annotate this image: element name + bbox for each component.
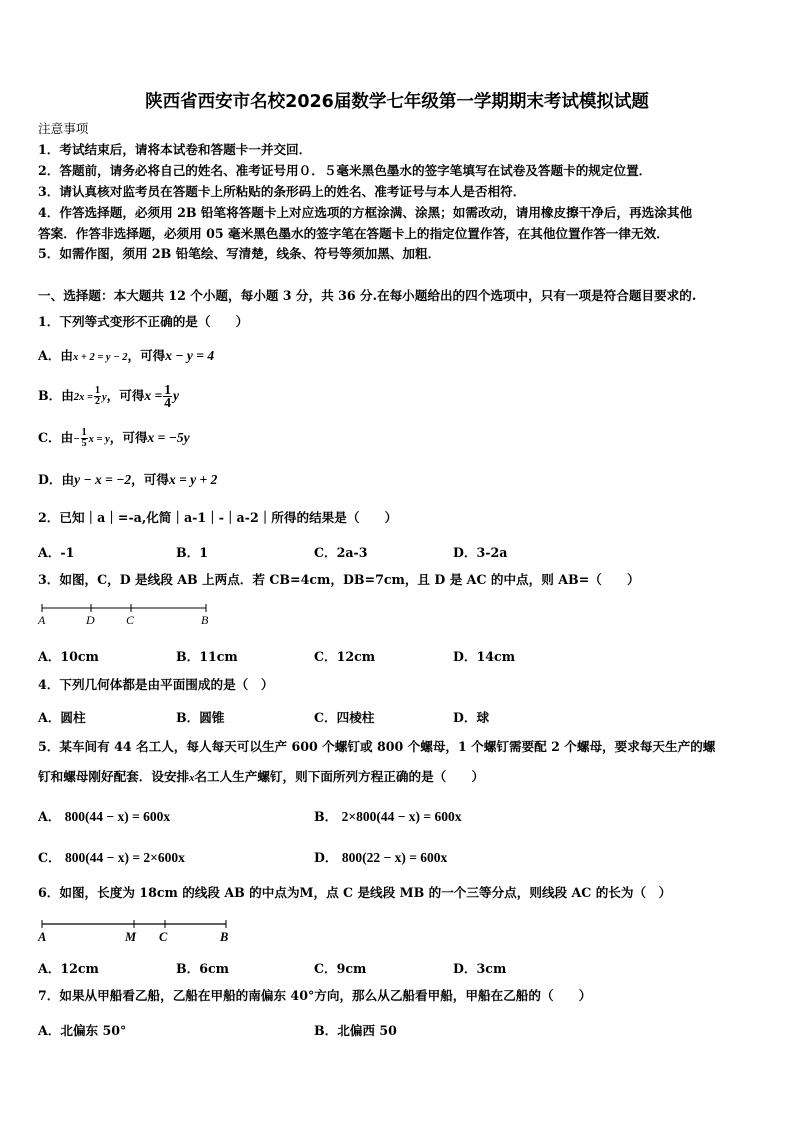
point-label: D [86, 613, 95, 627]
q4-option-c: C．四棱柱 [314, 710, 375, 725]
math-expression: x = −5y [147, 430, 190, 445]
q6-option-a: A．12cm [38, 961, 99, 976]
option-text: ，可得 [109, 430, 148, 445]
notice-item: 4．作答选择题，必须用 2B 铅笔将答题卡上对应选项的方框涂满、涂黑；如需改动，请用橡皮擦干净后，再选涂其他 [38, 205, 693, 220]
notice-item: 3．请认真核对监考员在答题卡上所粘贴的条形码上的姓名、准考证号与本人是否相符． [38, 184, 526, 199]
question-4-stem: 4．下列几何体都是由平面围成的是（ ） [38, 677, 274, 692]
option-label: A．由 [38, 348, 73, 363]
q3-option-d: D．14cm [453, 649, 516, 664]
q5-option-b: B． 2×800(44 − x) = 600x [314, 809, 462, 824]
q2-option-c: C．2a-3 [314, 545, 368, 560]
q3-option-c: C．12cm [314, 649, 376, 664]
q4-option-d: D．球 [453, 710, 490, 725]
q2-option-a: A．-1 [38, 545, 75, 560]
question-3-stem: 3．如图，C，D 是线段 AB 上两点．若 CB=4cm，DB=7cm，且 D 是 AC 的中点，则 AB=（ ） [38, 572, 640, 587]
math-expression: x = y [88, 434, 110, 445]
option-label: D．由 [38, 472, 75, 487]
fraction: $\frac{1}{4}$ [164, 382, 171, 410]
math-expression: x + 2 = y − 2 [72, 352, 128, 363]
math-expression: x − y = 4 [165, 348, 215, 363]
option-text: ，可得 [106, 388, 145, 403]
notice-heading: 注意事项 [38, 121, 89, 136]
q5-option-c: C． 800(44 − x) = 2×600x [38, 850, 185, 865]
q1-option-c [38, 428, 190, 449]
math-expression: x = y + 2 [168, 472, 218, 487]
q2-option-d: D．3-2a [453, 545, 508, 560]
fraction: $\frac{1}{2}$ [94, 385, 100, 407]
math-expression: y − x = −2 [74, 472, 132, 487]
point-label: M [125, 930, 137, 944]
section-heading: 一、选择题：本大题共 12 个小题，每小题 3 分，共 36 分.在每小题给出的四个选项中，只有一项是符合题目要求的. [38, 288, 697, 303]
question-1-stem: 1．下列等式变形不正确的是（ ） [38, 314, 249, 329]
question-2-stem: 2．已知｜a｜=-a,化简｜a-1｜-｜a-2｜所得的结果是（ ） [38, 510, 398, 525]
q1-option-a [38, 348, 214, 366]
math-expression: x = [144, 388, 163, 403]
segment-figure-q6 [36, 916, 236, 946]
q1-option-b [38, 384, 179, 409]
q5-option-d: D． 800(22 − x) = 600x [314, 850, 448, 865]
point-label: C [159, 930, 168, 944]
q4-option-a: A．圆柱 [38, 710, 86, 725]
question-6-stem: 6．如图，长度为 18cm 的线段 AB 的中点为M，点 C 是线段 MB 的一个三等分点，则线段 AC 的长为（ ） [38, 885, 672, 900]
option-label: C．由 [38, 430, 74, 445]
point-label: B [220, 930, 229, 944]
segment-figure-q3 [36, 600, 216, 630]
math-variable: x [189, 773, 195, 784]
math-expression: 2x = [73, 392, 93, 403]
fraction: $\frac{1}{5}$ [81, 427, 87, 449]
math-expression: y [172, 388, 179, 403]
notice-item: 5．如需作图，须用 2B 铅笔绘、写清楚，线条、符号等须加黑、加粗． [38, 246, 441, 261]
q6-option-c: C．9cm [314, 961, 367, 976]
question-5-stem-cont: 钉和螺母刚好配套．设安排x名工人生产螺钉，则下面所列方程正确的是（ ） [38, 769, 485, 784]
math-equation: 800(22 − x) = 600x [341, 850, 448, 865]
point-label: C [126, 613, 135, 627]
q4-option-b: B．圆锥 [176, 710, 225, 725]
option-label: B．由 [38, 388, 74, 403]
q6-option-d: D．3cm [453, 961, 507, 976]
notice-item: 1．考试结束后，请将本试卷和答题卡一并交回． [38, 142, 312, 157]
q3-option-b: B．11cm [176, 649, 238, 664]
math-equation: 800(44 − x) = 600x [64, 809, 171, 824]
q2-option-b: B．1 [176, 545, 209, 560]
point-label: A [38, 613, 46, 627]
notice-item: 2．答题前，请务必将自己的姓名、准考证号用０．５毫米黑色墨水的签字笔填写在试卷及答题卡的规定位置． [38, 163, 652, 178]
option-text: ，可得 [127, 348, 166, 363]
math-equation: 2×800(44 − x) = 600x [341, 809, 462, 824]
q3-option-a: A．10cm [38, 649, 99, 664]
q7-option-b: B．北偏西 50 [314, 1023, 397, 1038]
question-5-stem: 5．某车间有 44 名工人，每人每天可以生产 600 个螺钉或 800 个螺母，1 个螺钉需要配 2 个螺母，要求每天生产的螺 [38, 739, 716, 754]
point-label: A [38, 930, 47, 944]
page-title: 陕西省西安市名校2026届数学七年级第一学期期末考试模拟试题 [145, 92, 649, 112]
question-7-stem: 7．如果从甲船看乙船，乙船在甲船的南偏东 40°方向，那么从乙船看甲船，甲船在乙船的（ ） [38, 988, 592, 1003]
q1-option-d [38, 472, 217, 488]
point-label: B [201, 613, 209, 627]
q6-option-b: B．6cm [176, 961, 229, 976]
math-expression: − [73, 434, 80, 445]
math-expression: y [101, 392, 107, 403]
math-equation: 800(44 − x) = 2×600x [65, 850, 185, 865]
notice-item: 答案．作答非选择题，必须用 05 毫米黑色墨水的签字笔在答题卡上的指定位置作答，在其他位置作答一律无效． [38, 226, 669, 241]
q5-option-a: A． 800(44 − x) = 600x [38, 809, 171, 824]
q7-option-a: A．北偏东 50° [38, 1023, 127, 1038]
option-text: ，可得 [131, 472, 169, 487]
